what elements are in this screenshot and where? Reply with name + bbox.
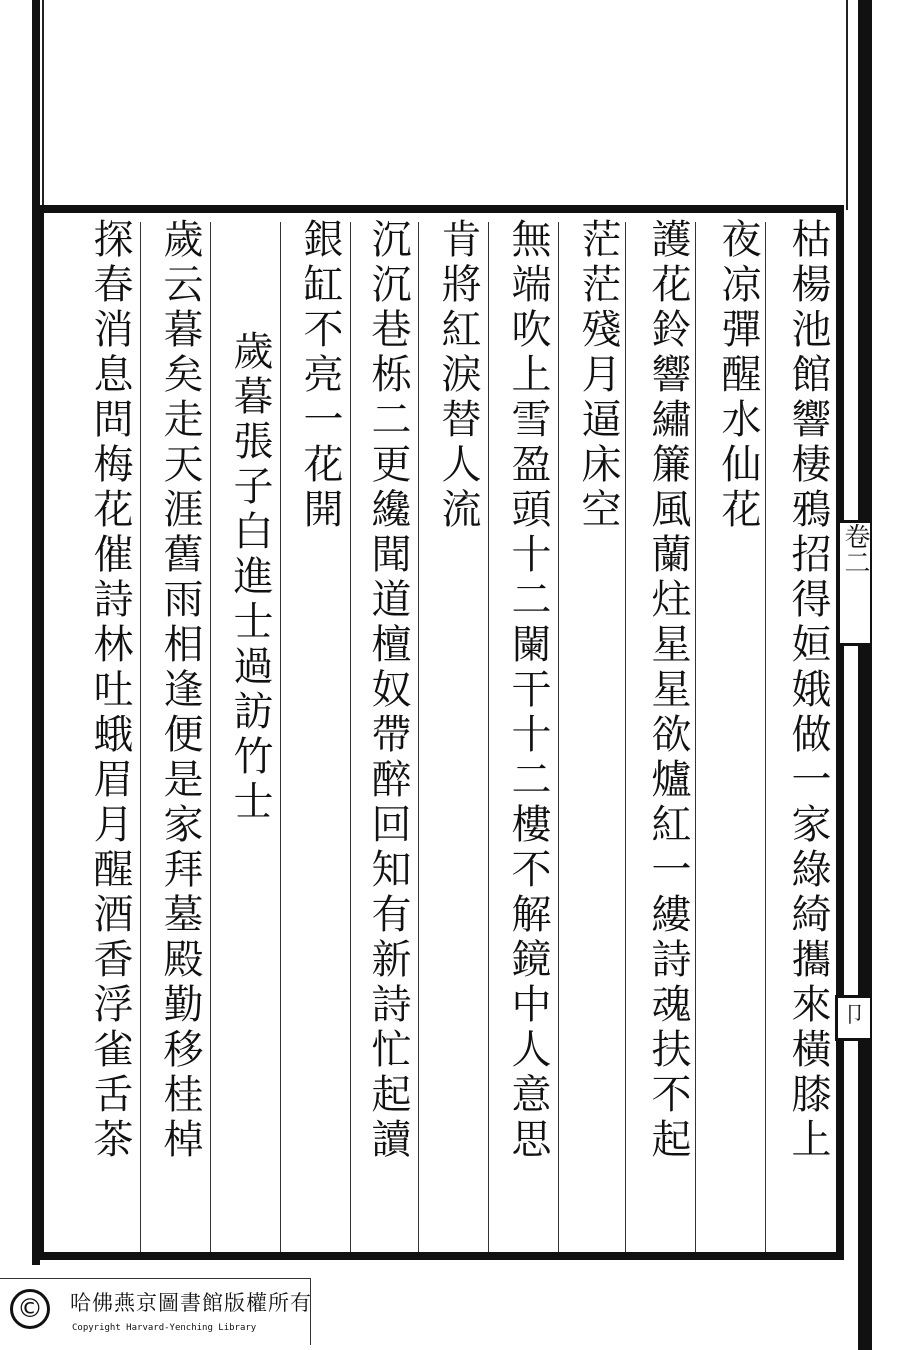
text-column-8: 銀缸不亮一花開: [297, 218, 343, 533]
column-rule: [280, 222, 281, 1252]
copyright-stamp: [0, 1278, 311, 1345]
text-column-7: 沉沉巷栎二更纔聞道檀奴帶醉回知有新詩忙起讀: [365, 218, 411, 1163]
copyright-english: Copyright Harvard-Yenching Library: [72, 1323, 257, 1333]
text-column-11: 探春消息問梅花催詩林吐蛾眉月醒酒香浮雀舌茶: [87, 218, 133, 1163]
text-column-4: 茫茫殘月逼床空: [575, 218, 621, 533]
text-column-3: 護花鈴響繡簾風蘭炷星星欲爐紅一縷詩魂扶不起: [645, 218, 691, 1163]
text-column-10: 歲云暮矣走天涯舊雨相逢便是家拜墓殿勤移桂棹: [157, 218, 203, 1163]
copyright-icon: ©: [10, 1289, 50, 1329]
column-rule: [210, 222, 211, 1252]
right-page-edge: [858, 0, 872, 1350]
poem-title-column: 歲暮張子白進士過訪竹士: [227, 330, 273, 825]
copyright-chinese: 哈佛燕京圖書館版權所有: [70, 1291, 312, 1315]
column-rule: [350, 222, 351, 1252]
volume-margin-tab: 卷二: [837, 520, 870, 646]
margin-mark: 卩: [835, 995, 870, 1041]
column-rule: [140, 222, 141, 1252]
column-rule: [418, 222, 419, 1252]
text-column-6: 肯將紅淚替人流: [435, 218, 481, 533]
text-column-2: 夜凉彈醒水仙花: [715, 218, 761, 533]
right-page-edge-thin: [846, 0, 848, 210]
column-rule: [558, 222, 559, 1252]
text-column-1: 枯楊池館響棲鴉招得姮娥做一家綠綺攜來橫膝上: [785, 218, 831, 1163]
page-edge-line: [42, 0, 44, 205]
text-column-5: 無端吹上雪盈頭十二闌干十二樓不解鏡中人意思: [505, 218, 551, 1163]
column-rule: [488, 222, 489, 1252]
